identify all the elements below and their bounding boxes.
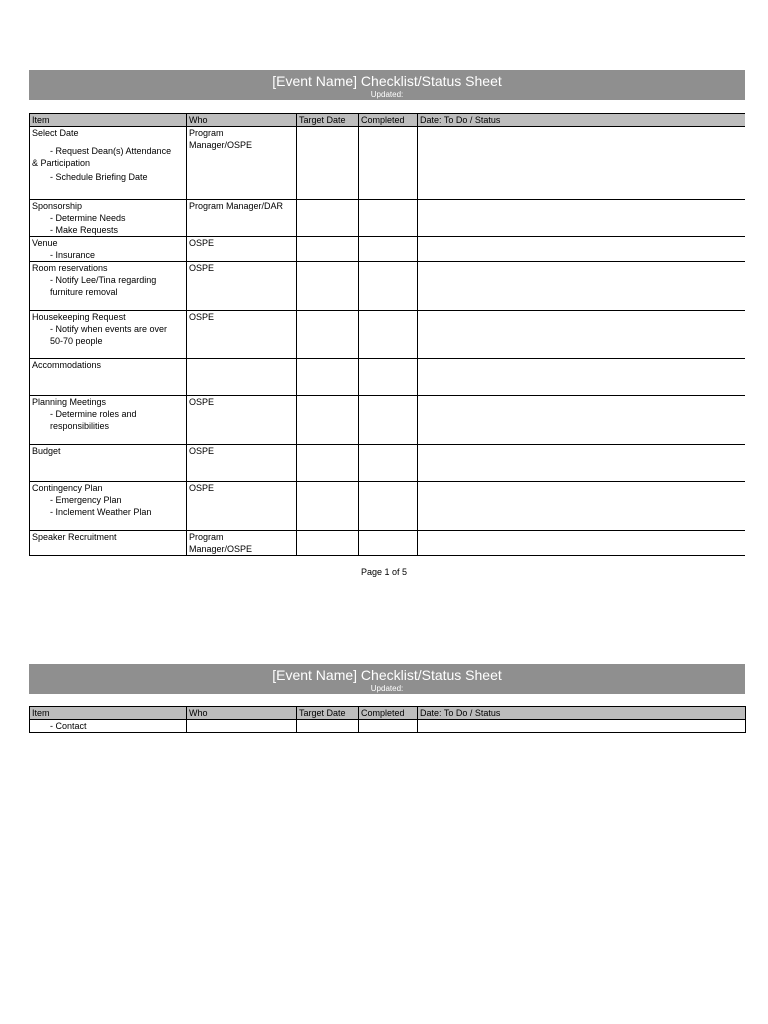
item-title: Room reservations bbox=[32, 263, 108, 273]
sheet-title: [Event Name] Checklist/Status Sheet bbox=[272, 73, 502, 89]
target-date-cell[interactable] bbox=[297, 482, 359, 531]
item-title: Planning Meetings bbox=[32, 397, 107, 407]
target-date-cell[interactable] bbox=[297, 445, 359, 482]
item-title: Sponsorship bbox=[32, 201, 83, 211]
who-cell[interactable]: OSPE bbox=[187, 482, 297, 531]
target-date-cell[interactable] bbox=[297, 396, 359, 445]
sub-task-continued: & Participation bbox=[32, 158, 91, 168]
sub-task: - Make Requests bbox=[50, 225, 119, 235]
table-row bbox=[30, 127, 746, 200]
table-row bbox=[30, 311, 746, 359]
who-cell[interactable] bbox=[187, 359, 297, 396]
target-date-cell[interactable] bbox=[297, 311, 359, 359]
sub-task: - Inclement Weather Plan bbox=[50, 507, 152, 517]
status-cell[interactable] bbox=[418, 396, 746, 445]
table-row bbox=[30, 262, 746, 311]
completed-cell[interactable] bbox=[359, 531, 418, 556]
target-date-cell[interactable] bbox=[297, 237, 359, 262]
col-header-status: Date: To Do / Status bbox=[418, 707, 746, 720]
item-title: Select Date bbox=[32, 128, 79, 138]
table-row bbox=[30, 482, 746, 531]
status-cell[interactable] bbox=[418, 262, 746, 311]
checklist-table bbox=[29, 113, 745, 556]
header-row bbox=[30, 707, 746, 720]
table-row bbox=[30, 445, 746, 482]
status-cell[interactable] bbox=[418, 359, 746, 396]
sub-task-continued: responsibilities bbox=[50, 421, 110, 431]
completed-cell[interactable] bbox=[359, 720, 418, 733]
sub-task: - Emergency Plan bbox=[50, 495, 122, 505]
sheet-title: [Event Name] Checklist/Status Sheet bbox=[272, 667, 502, 683]
who-cell[interactable]: Program Manager/OSPE bbox=[187, 127, 297, 200]
completed-cell[interactable] bbox=[359, 127, 418, 200]
target-date-cell[interactable] bbox=[297, 720, 359, 733]
col-header-who: Who bbox=[187, 114, 297, 127]
item-cell[interactable] bbox=[30, 396, 187, 445]
completed-cell[interactable] bbox=[359, 396, 418, 445]
sub-task: - Request Dean(s) Attendance bbox=[50, 146, 172, 156]
header-row bbox=[30, 114, 746, 127]
completed-cell[interactable] bbox=[359, 237, 418, 262]
sub-task-continued: 50-70 people bbox=[50, 336, 103, 346]
checklist-sheet-page-2 bbox=[29, 664, 745, 733]
status-cell[interactable] bbox=[418, 237, 746, 262]
item-cell[interactable] bbox=[30, 127, 187, 200]
who-cell[interactable]: OSPE bbox=[187, 445, 297, 482]
who-cell[interactable]: OSPE bbox=[187, 396, 297, 445]
sub-task: - Schedule Briefing Date bbox=[50, 172, 148, 182]
who-cell[interactable]: OSPE bbox=[187, 237, 297, 262]
completed-cell[interactable] bbox=[359, 311, 418, 359]
item-cell[interactable] bbox=[30, 720, 187, 733]
target-date-cell[interactable] bbox=[297, 359, 359, 396]
sub-task-continued: furniture removal bbox=[50, 287, 118, 297]
col-header-who: Who bbox=[187, 707, 297, 720]
col-header-status: Date: To Do / Status bbox=[418, 114, 746, 127]
table-row bbox=[30, 720, 746, 733]
completed-cell[interactable] bbox=[359, 482, 418, 531]
col-header-item: Item bbox=[30, 707, 187, 720]
item-cell[interactable] bbox=[30, 482, 187, 531]
status-cell[interactable] bbox=[418, 531, 746, 556]
table-row bbox=[30, 359, 746, 396]
item-cell[interactable] bbox=[30, 311, 187, 359]
checklist-sheet-page-1 bbox=[29, 70, 745, 587]
target-date-cell[interactable] bbox=[297, 127, 359, 200]
sub-task: - Notify when events are over bbox=[50, 324, 168, 334]
status-cell[interactable] bbox=[418, 482, 746, 531]
item-cell[interactable] bbox=[30, 445, 187, 482]
status-cell[interactable] bbox=[418, 445, 746, 482]
status-cell[interactable] bbox=[418, 720, 746, 733]
table-row bbox=[30, 531, 746, 556]
page-number: Page 1 of 5 bbox=[360, 567, 408, 577]
who-cell[interactable]: OSPE bbox=[187, 262, 297, 311]
completed-cell[interactable] bbox=[359, 445, 418, 482]
item-title: Housekeeping Request bbox=[32, 312, 126, 322]
item-title: Accommodations bbox=[32, 360, 102, 370]
item-cell[interactable] bbox=[30, 359, 187, 396]
col-header-completed: Completed bbox=[359, 707, 418, 720]
target-date-cell[interactable] bbox=[297, 531, 359, 556]
item-cell[interactable] bbox=[30, 262, 187, 311]
title-bar bbox=[29, 70, 745, 100]
sub-task: - Determine Needs bbox=[50, 213, 126, 223]
who-cell[interactable]: OSPE bbox=[187, 311, 297, 359]
item-title: Budget bbox=[32, 446, 61, 456]
completed-cell[interactable] bbox=[359, 262, 418, 311]
status-cell[interactable] bbox=[418, 127, 746, 200]
sub-task: - Determine roles and bbox=[50, 409, 137, 419]
sub-task: - Insurance bbox=[50, 250, 96, 260]
title-bar bbox=[29, 664, 745, 694]
checklist-table bbox=[29, 706, 746, 733]
table-row bbox=[30, 237, 746, 262]
col-header-item: Item bbox=[30, 114, 187, 127]
completed-cell[interactable] bbox=[359, 200, 418, 237]
table-row bbox=[30, 200, 746, 237]
sub-task: - Notify Lee/Tina regarding bbox=[50, 275, 157, 285]
who-cell[interactable]: Program Manager/OSPE bbox=[187, 531, 297, 556]
status-cell[interactable] bbox=[418, 311, 746, 359]
table-row bbox=[30, 396, 746, 445]
who-cell[interactable]: Program Manager/DAR bbox=[187, 200, 297, 237]
col-header-target-date: Target Date bbox=[297, 114, 359, 127]
col-header-completed: Completed bbox=[359, 114, 418, 127]
completed-cell[interactable] bbox=[359, 359, 418, 396]
item-title: Speaker Recruitment bbox=[32, 532, 117, 542]
item-title: Venue bbox=[32, 238, 58, 248]
target-date-cell[interactable] bbox=[297, 200, 359, 237]
item-cell[interactable] bbox=[30, 237, 187, 262]
updated-label: Updated: bbox=[370, 90, 404, 99]
updated-label: Updated: bbox=[370, 684, 404, 693]
who-cell[interactable] bbox=[187, 720, 297, 733]
item-cell[interactable] bbox=[30, 200, 187, 237]
sub-task: - Contact bbox=[50, 721, 87, 731]
item-cell[interactable] bbox=[30, 531, 187, 556]
target-date-cell[interactable] bbox=[297, 262, 359, 311]
col-header-target-date: Target Date bbox=[297, 707, 359, 720]
status-cell[interactable] bbox=[418, 200, 746, 237]
item-title: Contingency Plan bbox=[32, 483, 103, 493]
